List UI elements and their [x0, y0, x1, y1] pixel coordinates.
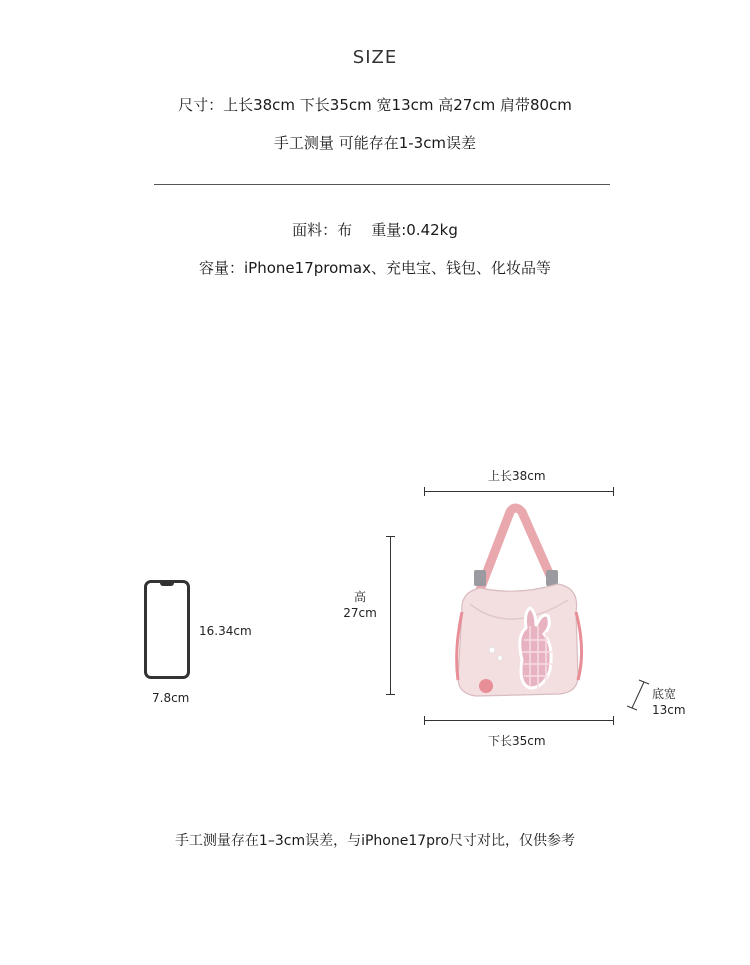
bottom-length-line	[424, 720, 614, 721]
height-label	[340, 589, 380, 621]
depth-label-title: 底宽	[652, 687, 677, 701]
phone-width-label: 7.8cm	[152, 691, 190, 705]
measurement-error-text: 手工测量 可能存在1-3cm误差	[273, 134, 477, 152]
depth-label-value: 13cm	[652, 703, 686, 717]
bag-strap	[480, 508, 552, 590]
pearl-2	[498, 656, 503, 661]
top-length-tick-right	[613, 487, 614, 496]
heart-badge	[479, 679, 493, 693]
height-tick-bottom	[386, 694, 395, 695]
footer-note: 手工测量存在1–3cm误差，与iPhone17pro尺寸对比，仅供参考	[174, 833, 576, 849]
top-length-tick-left	[424, 487, 425, 496]
phone-height-label: 16.34cm	[199, 624, 252, 638]
height-label-value: 27cm	[343, 606, 377, 620]
size-spec-text: 尺寸：上长38cm 下长35cm 宽13cm 高27cm 肩带80cm	[178, 96, 572, 114]
material-weight-text: 面料：布 重量:0.42kg	[292, 221, 458, 239]
depth-line	[624, 676, 654, 716]
rabbit-patch	[520, 608, 552, 688]
capacity-text: 容量：iPhone17promax、充电宝、钱包、化妆品等	[199, 259, 551, 277]
bottom-length-tick-right	[613, 716, 614, 725]
height-line	[390, 536, 391, 695]
bag-body	[458, 584, 578, 696]
right-buckle	[546, 570, 558, 586]
divider	[154, 184, 610, 185]
pearl-1	[489, 647, 495, 653]
top-length-line	[424, 491, 614, 492]
left-buckle	[474, 570, 486, 586]
bottom-length-label: 下长35cm	[488, 734, 546, 748]
page-title: SIZE	[352, 47, 398, 68]
height-tick-top	[386, 536, 395, 537]
top-length-label: 上长38cm	[488, 469, 546, 483]
bottom-length-tick-left	[424, 716, 425, 725]
depth-label	[652, 686, 686, 718]
height-label-title: 高	[353, 590, 366, 604]
phone-notch	[160, 582, 174, 586]
bag-image	[440, 500, 600, 710]
phone-outline-icon	[144, 580, 190, 679]
